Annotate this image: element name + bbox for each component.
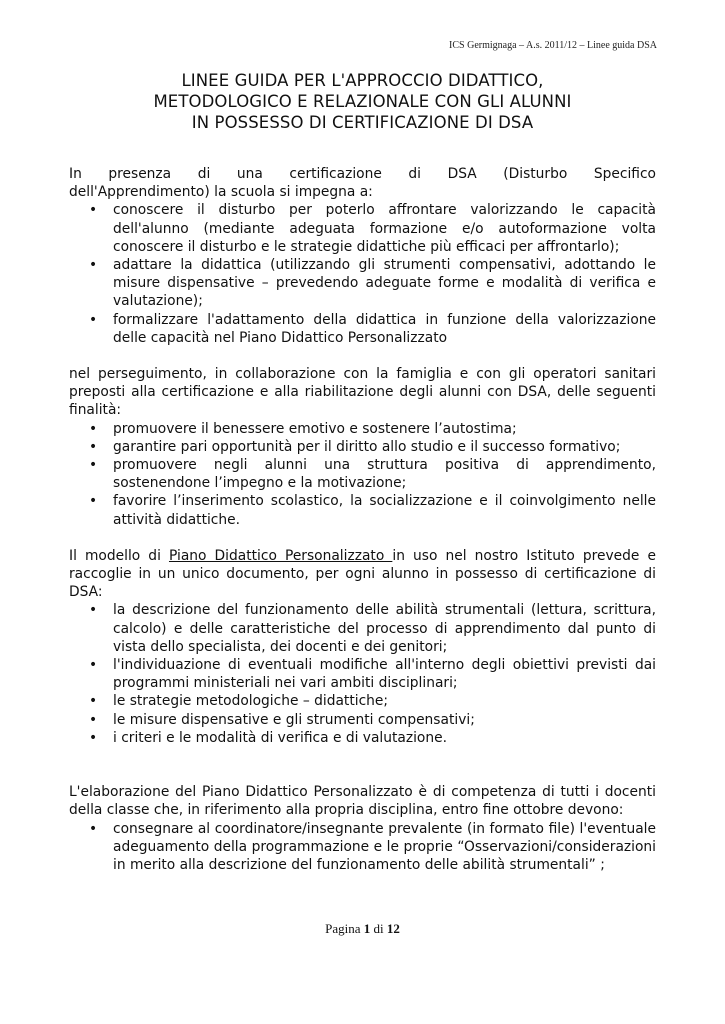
section3-list (69, 601, 656, 747)
title-line-1: LINEE GUIDA PER L'APPROCCIO DIDATTICO, (181, 71, 544, 90)
document-title (68, 70, 657, 133)
section4-list (69, 820, 656, 875)
list-item: • adattare la didattica (utilizzando gli strumenti compensativi, adottando le misure dispensative – prevedendo adeguate forme e modalità di verifica e valutazione); (69, 256, 656, 311)
list-item: • formalizzare l'adattamento della didattica in funzione della valorizzazione delle capacità nel Piano Didattico Personalizzato (69, 311, 656, 347)
list-item: • promuovere il benessere emotivo e sostenere l’autostima; (69, 420, 656, 438)
list-item: • la descrizione del funzionamento delle abilità strumentali (lettura, scrittura, calcolo) e delle caratteristiche del processo di apprendimento dal punto di vista dello specialista, dei docenti e dei genitori; (69, 601, 656, 656)
page-total: 12 (386, 921, 400, 936)
section3-intro (69, 547, 656, 602)
page-footer (0, 921, 725, 937)
footer-label: Pagina (325, 921, 361, 936)
running-header: ICS Germignaga – A.s. 2011/12 – Linee guida DSA (449, 40, 657, 51)
page-number: 1 (363, 921, 371, 936)
list-item: • garantire pari opportunità per il diritto allo studio e il successo formativo; (69, 438, 656, 456)
section3-intro-prefix: Il modello di (69, 547, 169, 564)
section1-list (69, 201, 656, 347)
section3-intro-suffix: in uso nel nostro Istituto prevede e raccoglie in un unico documento, per ogni alunno in possesso di certificazione di DSA: (69, 547, 656, 601)
list-item: • conoscere il disturbo per poterlo affrontare valorizzando le capacità dell'alunno (mediante adeguata formazione e/o autoformazione volta conoscere il disturbo e le strategie didattiche più efficaci per affrontarlo); (69, 201, 656, 256)
footer-of: di (373, 921, 384, 936)
list-item: • promuovere negli alunni una struttura positiva di apprendimento, sostenendone l’impegno e la motivazione; (69, 456, 656, 492)
section1-intro-line-2: dell'Apprendimento) la scuola si impegna a: (69, 184, 373, 201)
section2-intro: nel perseguimento, in collaborazione con la famiglia e con gli operatori sanitari preposti alla certificazione e alla riabilitazione degli alunni con DSA, delle seguenti finalità: (69, 366, 656, 419)
list-item: • le strategie metodologiche – didattiche; (69, 692, 656, 710)
list-item: • l'individuazione di eventuali modifiche all'interno degli obiettivi previsti dai programmi ministeriali nei vari ambiti disciplinari; (69, 656, 656, 692)
list-item: • i criteri e le modalità di verifica e di valutazione. (69, 729, 656, 747)
list-item: • le misure dispensative e gli strumenti compensativi; (69, 711, 656, 729)
section1-intro-line-1: In presenza di una certificazione di DSA (Disturbo Specifico (69, 166, 656, 182)
title-line-2: METODOLOGICO E RELAZIONALE CON GLI ALUNNI (153, 92, 572, 111)
title-line-3: IN POSSESSO DI CERTIFICAZIONE DI DSA (191, 113, 534, 132)
list-item: • consegnare al coordinatore/insegnante prevalente (in formato file) l'eventuale adeguamento della programmazione e le proprie “Osservazioni/considerazioni in merito alla descrizione del funzionamento delle abilità strumentali” ; (69, 820, 656, 875)
pdp-reference: Piano Didattico Personalizzato (168, 547, 393, 564)
section4-intro: L'elaborazione del Piano Didattico Personalizzato è di competenza di tutti i docenti della classe che, in riferimento alla propria disciplina, entro fine ottobre devono: (69, 784, 656, 819)
document-body (69, 165, 656, 874)
section2-list (69, 420, 656, 529)
list-item: • favorire l’inserimento scolastico, la socializzazione e il coinvolgimento nelle attività didattiche. (69, 492, 656, 528)
